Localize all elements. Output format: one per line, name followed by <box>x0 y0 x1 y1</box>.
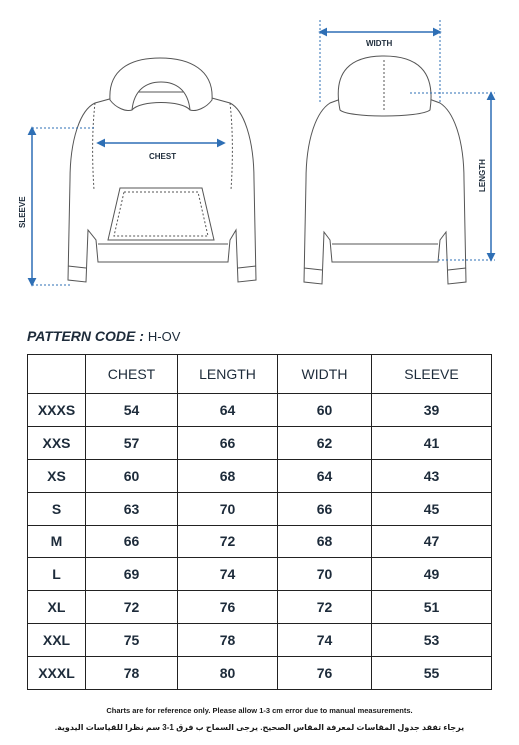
width-cell: 64 <box>278 459 372 492</box>
sleeve-cell: 51 <box>372 591 492 624</box>
pattern-code-value: H-OV <box>147 329 181 344</box>
size-cell: S <box>28 492 86 525</box>
table-row <box>28 591 492 624</box>
chest-cell: 66 <box>86 525 178 558</box>
size-cell: XXXL <box>28 657 86 690</box>
header-cell-size <box>28 355 86 394</box>
pattern-code <box>27 328 180 344</box>
sleeve-cell: 43 <box>372 459 492 492</box>
disclaimer-english: Charts are for reference only. Please allow 1-3 cm error due to manual measurements. <box>106 706 413 715</box>
chest-cell: 60 <box>86 459 178 492</box>
length-cell: 72 <box>178 525 278 558</box>
width-cell: 70 <box>278 558 372 591</box>
sleeve-cell: 53 <box>372 624 492 657</box>
header-cell-length: LENGTH <box>178 355 278 394</box>
header-cell-width: WIDTH <box>278 355 372 394</box>
length-cell: 78 <box>178 624 278 657</box>
length-dim-label: LENGTH <box>478 159 487 192</box>
length-cell: 74 <box>178 558 278 591</box>
pattern-code-label: PATTERN CODE : <box>27 328 144 344</box>
hoodie-front-drawing <box>68 58 256 282</box>
sleeve-cell: 55 <box>372 657 492 690</box>
disclaimer-arabic: يرجاء تفقد جدول المقاسات لمعرفة المقاس الصحيح. يرجى السماح ب فرق 1-3 سم نظرا للقياسات اليدوية. <box>54 723 465 732</box>
chest-dim-label: CHEST <box>149 152 177 161</box>
sleeve-cell: 45 <box>372 492 492 525</box>
chest-cell: 75 <box>86 624 178 657</box>
table-row <box>28 558 492 591</box>
header-cell-sleeve: SLEEVE <box>372 355 492 394</box>
length-cell: 80 <box>178 657 278 690</box>
sleeve-cell: 41 <box>372 426 492 459</box>
chest-cell: 57 <box>86 426 178 459</box>
length-cell: 64 <box>178 394 278 427</box>
table-row <box>28 426 492 459</box>
hoodie-back-drawing <box>304 56 466 284</box>
width-dim-label: WIDTH <box>366 39 393 48</box>
chest-cell: 63 <box>86 492 178 525</box>
width-cell: 66 <box>278 492 372 525</box>
length-cell: 68 <box>178 459 278 492</box>
chest-cell: 78 <box>86 657 178 690</box>
table-header-row <box>28 355 492 394</box>
width-cell: 72 <box>278 591 372 624</box>
width-cell: 68 <box>278 525 372 558</box>
table-row <box>28 394 492 427</box>
width-cell: 62 <box>278 426 372 459</box>
table-row <box>28 657 492 690</box>
length-cell: 76 <box>178 591 278 624</box>
chest-cell: 69 <box>86 558 178 591</box>
width-cell: 60 <box>278 394 372 427</box>
size-cell: XXL <box>28 624 86 657</box>
width-cell: 76 <box>278 657 372 690</box>
header-cell-chest: CHEST <box>86 355 178 394</box>
table-row <box>28 492 492 525</box>
size-cell: M <box>28 525 86 558</box>
chest-cell: 72 <box>86 591 178 624</box>
table-row <box>28 525 492 558</box>
sleeve-cell: 39 <box>372 394 492 427</box>
width-cell: 74 <box>278 624 372 657</box>
sleeve-dim-label: SLEEVE <box>18 196 27 228</box>
length-cell: 70 <box>178 492 278 525</box>
table-row <box>28 459 492 492</box>
size-cell: XXS <box>28 426 86 459</box>
size-chart-table <box>27 354 492 690</box>
size-cell: L <box>28 558 86 591</box>
hoodie-measurement-diagram <box>0 0 519 320</box>
size-cell: XL <box>28 591 86 624</box>
chest-cell: 54 <box>86 394 178 427</box>
sleeve-cell: 49 <box>372 558 492 591</box>
size-cell: XXXS <box>28 394 86 427</box>
size-cell: XS <box>28 459 86 492</box>
sleeve-cell: 47 <box>372 525 492 558</box>
length-cell: 66 <box>178 426 278 459</box>
table-row <box>28 624 492 657</box>
